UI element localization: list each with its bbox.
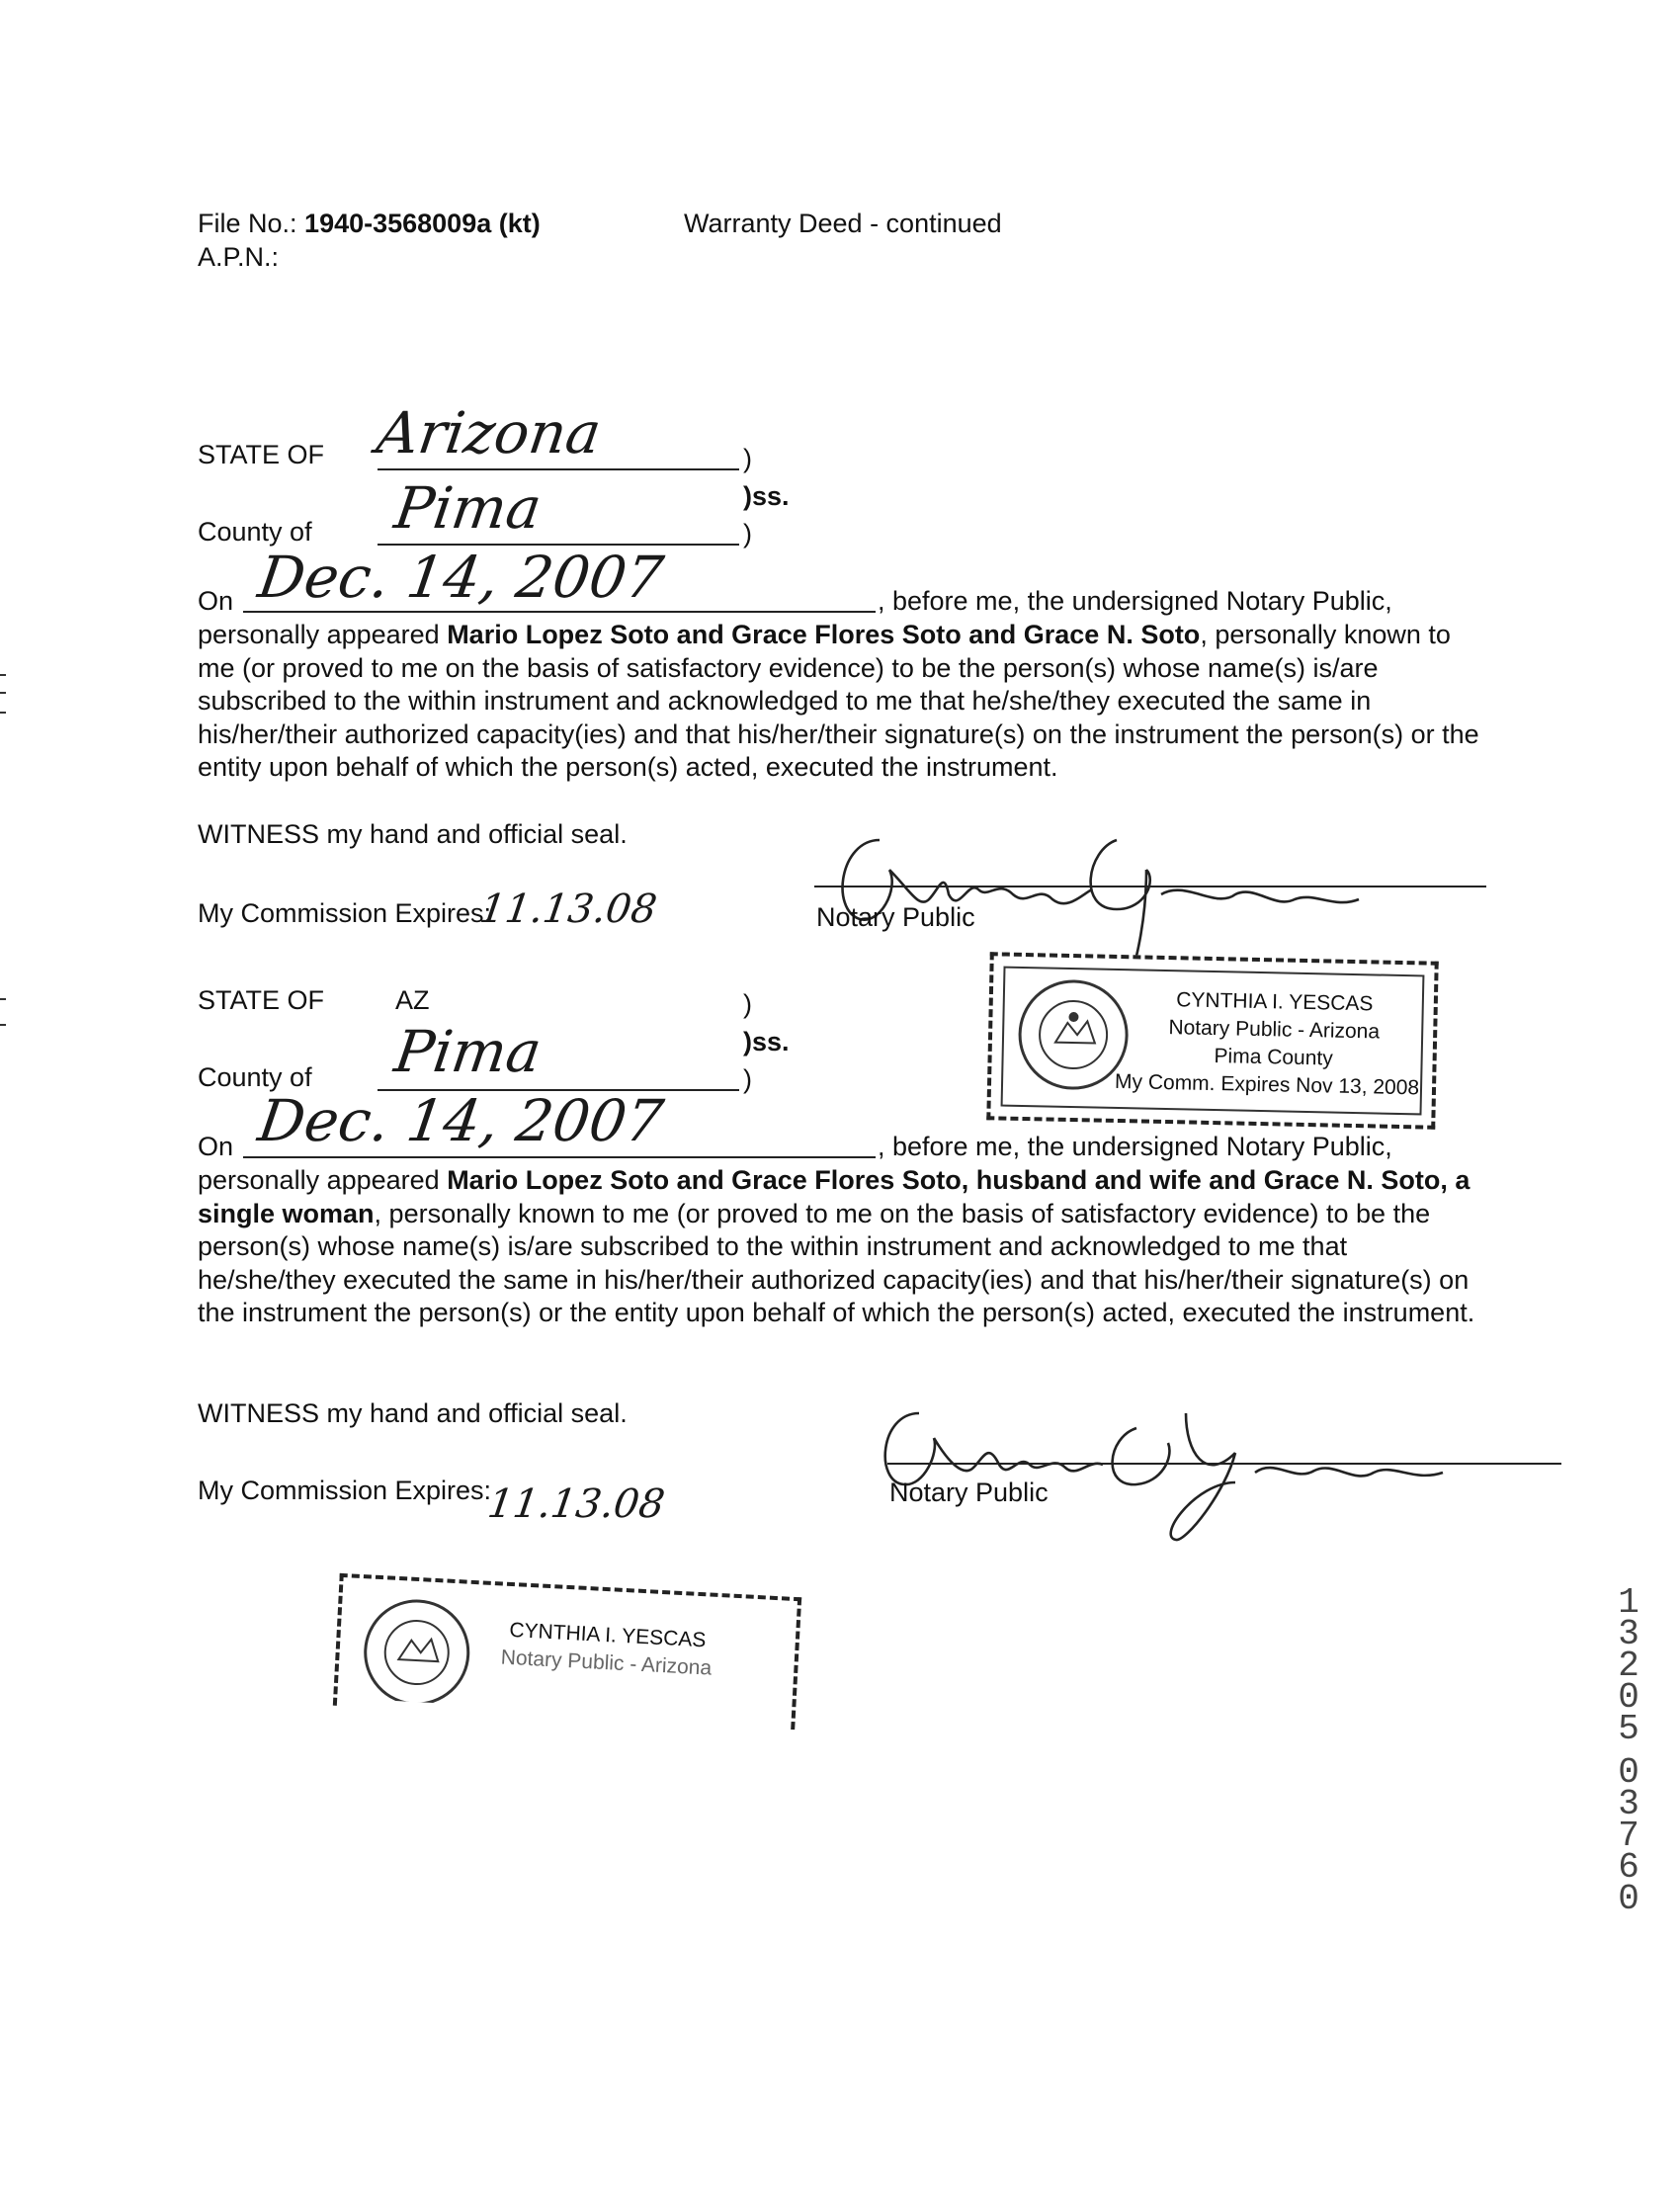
signature-line	[887, 1463, 1561, 1465]
notary-stamp-2	[333, 1573, 801, 1730]
before-me-text: , before me, the undersigned Notary Public,	[878, 586, 1392, 616]
notary-stamp-1	[986, 952, 1438, 1129]
bracket: )	[743, 1064, 752, 1094]
notary-public-label: Notary Public	[816, 902, 975, 932]
notary-expiration: My Comm. Expires Nov 13, 2008	[1114, 1069, 1420, 1100]
state-value: AZ	[395, 985, 430, 1015]
date-handwritten: Dec. 14, 2007	[254, 544, 668, 611]
county-label: County of	[198, 517, 312, 547]
notary-name: CYNTHIA I. YESCAS	[508, 1618, 707, 1652]
acknowledgment-text: , personally known to me (or proved to me on the basis of satisfactory evidence) to be the person(s) whose name(s) is/are subscribed to the within instrument and acknowledged to me that he/she/they executed the same in his/her/their authorized capacity(ies) and that his/her/their signature(s) on the instrument the person(s) or the entity upon behalf of which the person(s) acted, executed the instrument.	[198, 1198, 1475, 1327]
apn-label: A.P.N.:	[198, 242, 280, 272]
bracket: )	[743, 444, 752, 473]
notary-signature-1	[820, 801, 1453, 978]
scan-edge-mark	[0, 674, 6, 676]
document-title: Warranty Deed - continued	[684, 209, 1002, 238]
acknowledgment-body	[198, 619, 1492, 785]
date-underline	[243, 1156, 876, 1158]
county-handwritten: Pima	[390, 474, 546, 542]
scan-edge-mark	[0, 1024, 6, 1026]
commission-label: My Commission Expires:	[198, 1476, 492, 1505]
scan-edge-mark	[0, 712, 6, 714]
witness-text: WITNESS my hand and official seal.	[198, 819, 628, 849]
appeared-text: personally appeared	[198, 620, 448, 649]
date-underline	[243, 611, 876, 613]
notary-title: Notary Public - Arizona	[1168, 1016, 1381, 1044]
file-number-line	[198, 208, 541, 239]
acknowledgment-body	[198, 1164, 1492, 1330]
before-me-text: , before me, the undersigned Notary Public,	[878, 1132, 1392, 1161]
ss-bracket: )ss.	[743, 481, 790, 511]
scan-edge-mark	[0, 998, 6, 1000]
bracket: )	[743, 519, 752, 549]
scan-edge-mark	[0, 692, 6, 694]
recording-number: 1 3 2 0 5 0 3 7 6 0	[1618, 1582, 1639, 1919]
state-label: STATE OF	[198, 985, 324, 1015]
notary-title: Notary Public - Arizona	[500, 1646, 713, 1680]
grantor-names: Mario Lopez Soto and Grace Flores Soto, husband and wife and Grace N. Soto, a single woman	[198, 1165, 1470, 1228]
acknowledgment-text: , personally known to me (or proved to me on the basis of satisfactory evidence) to be the person(s) whose name(s) is/are subscribed to the within instrument and acknowledged to me that he/she/they executed the same in his/her/their authorized capacity(ies) and that his/her/their signature(s) on the instrument the person(s) or the entity upon behalf of which the person(s) acted, executed the instrument.	[198, 620, 1479, 782]
notary-county: Pima County	[1214, 1045, 1333, 1070]
on-label: On	[198, 586, 234, 616]
county-label: County of	[198, 1062, 312, 1092]
witness-text: WITNESS my hand and official seal.	[198, 1398, 628, 1428]
on-label: On	[198, 1132, 234, 1161]
county-handwritten: Pima	[390, 1018, 546, 1085]
file-number: 1940-3568009a (kt)	[304, 209, 541, 238]
notary-public-label: Notary Public	[889, 1478, 1049, 1507]
state-underline	[378, 468, 739, 470]
file-number-label: File No.:	[198, 209, 297, 238]
signature-line	[814, 886, 1486, 887]
bracket: )	[743, 989, 752, 1019]
appeared-text: personally appeared	[198, 1165, 448, 1195]
state-label: STATE OF	[198, 440, 324, 469]
ss-bracket: )ss.	[743, 1027, 790, 1056]
commission-date-handwritten: 11.13.08	[476, 887, 660, 932]
date-handwritten: Dec. 14, 2007	[254, 1087, 668, 1154]
arizona-seal-icon	[355, 1590, 479, 1705]
notary-name: CYNTHIA I. YESCAS	[1176, 988, 1374, 1016]
commission-date-handwritten: 11.13.08	[484, 1481, 668, 1527]
commission-label: My Commission Expires:	[198, 898, 492, 928]
state-handwritten: Arizona	[373, 399, 606, 466]
grantor-names: Mario Lopez Soto and Grace Flores Soto and Grace N. Soto	[447, 620, 1201, 649]
